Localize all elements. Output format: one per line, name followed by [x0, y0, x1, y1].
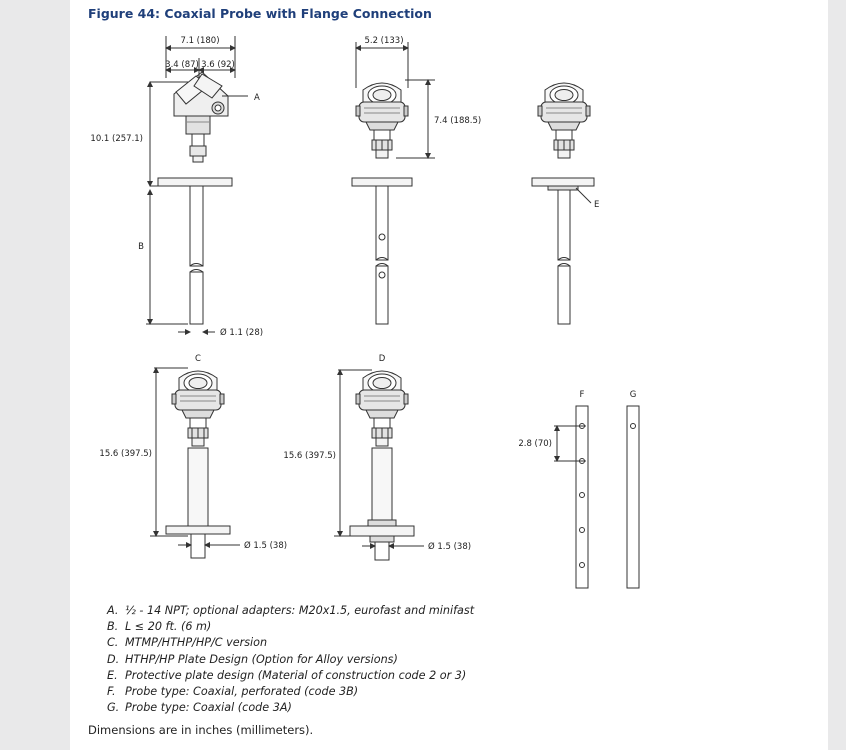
probe-c-version	[99, 354, 287, 558]
dim-top-width: 7.1 (180)	[180, 36, 220, 46]
legend-item: C. MTMP/HTHP/HP/C version	[107, 636, 268, 650]
legend-item: A. ½ - 14 NPT; optional adapters: M20x1.5, eurofast and minifast	[107, 604, 475, 617]
callout-d: D	[378, 354, 386, 364]
callout-c: C	[195, 354, 201, 364]
probe-d-plate-design	[283, 354, 471, 560]
probe-standard-front	[352, 83, 412, 324]
dim-right-half: 3.6 (92)	[201, 60, 235, 70]
dim-c-dia: Ø 1.5 (38)	[244, 541, 288, 551]
legend-item: B. L ≤ 20 ft. (6 m)	[107, 620, 212, 634]
legend-item: E. Protective plate design (Material of construction code 2 or 3)	[107, 668, 467, 682]
dim-d-dia: Ø 1.5 (38)	[428, 542, 472, 552]
dim-head-to-flange: 7.4 (188.5)	[434, 116, 482, 126]
dim-left-half: 3.4 (87)	[165, 60, 199, 70]
callout-e: E	[594, 200, 600, 210]
dim-hole-spacing: 2.8 (70)	[518, 439, 552, 449]
probe-protective-plate	[532, 83, 599, 324]
dim-c-height: 15.6 (397.5)	[99, 449, 152, 459]
probe-1-dimensions	[90, 36, 263, 338]
dim-d-height: 15.6 (397.5)	[283, 451, 336, 461]
callout-g: G	[629, 390, 637, 400]
dim-probe-dia: Ø 1.1 (28)	[220, 328, 264, 338]
legend-item: D. HTHP/HP Plate Design (Option for Alloy versions)	[107, 652, 398, 666]
probe-drawing	[70, 0, 828, 600]
legend-item: G. Probe type: Coaxial (code 3A)	[107, 701, 292, 715]
dim-length: B	[138, 242, 144, 252]
probe-standard-tilted	[158, 72, 232, 324]
dim-head-width: 5.2 (133)	[364, 36, 404, 46]
figure-title: Figure 44: Coaxial Probe with Flange Connection	[88, 6, 432, 21]
dim-head-height: 10.1 (257.1)	[90, 134, 143, 144]
document-page	[70, 0, 828, 750]
probe-f-perforated	[518, 390, 588, 588]
legend-item: F. Probe type: Coaxial, perforated (code 3B)	[107, 685, 359, 699]
callout-a: A	[254, 93, 260, 103]
units-note: Dimensions are in inches (millimeters).	[88, 723, 314, 737]
callout-f: F	[579, 390, 585, 400]
legend-list	[107, 603, 474, 716]
probe-g-coaxial	[627, 390, 639, 588]
